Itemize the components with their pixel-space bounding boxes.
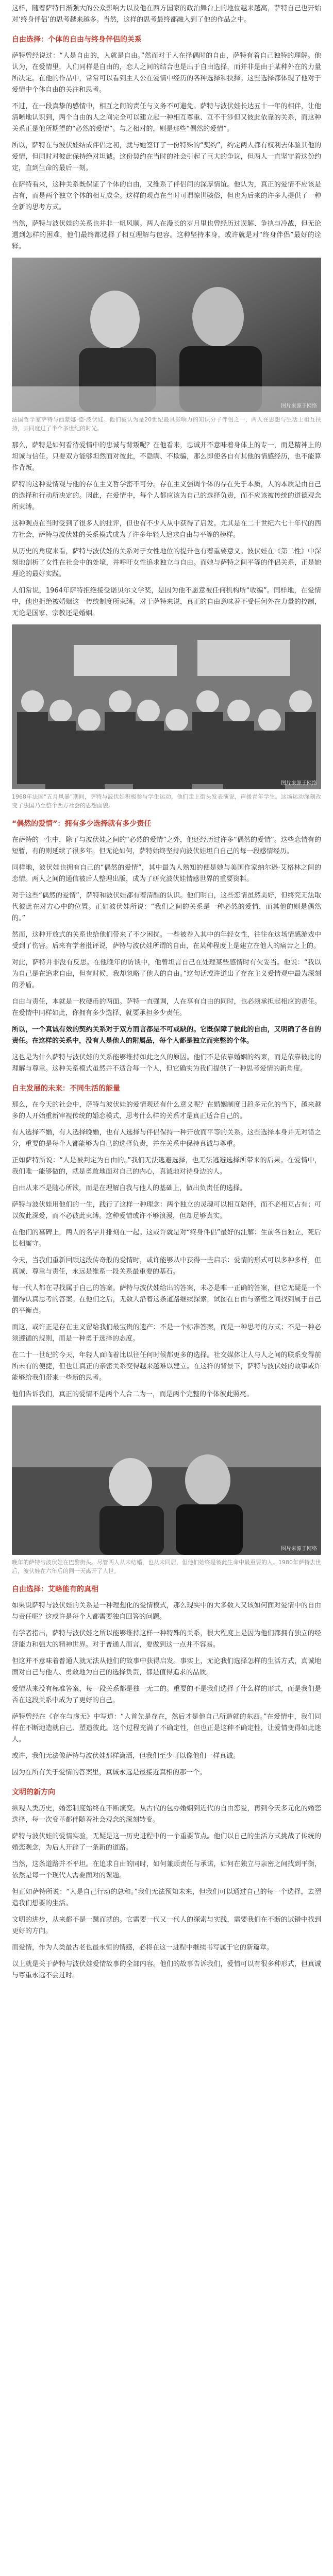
- paragraph: 萨特曾经说过：“人是自由的，人就是自由。”然而对于人在择偶时的自由，萨特有着自己独特的理解。他认为，在爱情里，人们同样是自由的，恋人之间的结合也是出于自由选择，而并非是由于某种外在的力量所决定。在他的作品中，常常可以看到主人公在爱情中经历的各种选择和抉择。这些选择都体现了他对于爱情中个体自由的关注和思考。: [12, 52, 321, 94]
- photo-caption: 晚年的萨特与波伏娃在巴黎街头。尽管两人从未结婚，也从未同居，但他们始终是彼此生命中最重要的人。1980年萨特去世后，波伏娃在六年后的同一天离开了人世。: [12, 1559, 321, 1574]
- paragraph: 从历史的角度来看，萨特与波伏娃的关系对于女性地位的提升也有着重要意义。波伏娃在《第二性》中深刻地剖析了女性在社会中的处境，并呼吁女性追求独立与自由。而她与萨特之间平等的伴侣关系，正是她理论的最好实践。: [12, 548, 321, 578]
- paragraph: 如果说萨特与波伏娃的关系是一种理想化的爱情模式，那么现实中的大多数人又该如何面对爱情中的自由与责任呢？这或许是每个人都需要独自回答的问题。: [12, 1602, 321, 1621]
- paragraph: 自由从来不是随心所欲，而是在理解自我与他人的基础上，做出负责任的选择。: [12, 1184, 247, 1192]
- paragraph: 今天，当我们重新回顾这段传奇般的爱情时，或许能够从中获得一些启示：爱情的形式可以多种多样，但真诚、尊重与责任，永远是维系一段关系最重要的基石。: [12, 1257, 321, 1276]
- paragraph: 每一代人都在寻找属于自己的答案。萨特与波伏娃给出的答案，未必是唯一正确的答案，但它无疑是一个值得认真思考的答案。在他们之后，无数人沿着这条道路继续探索，试图在自由与亲密之间找到属于自己的平衡点。: [12, 1284, 321, 1315]
- section-heading: 文明的新方向: [12, 1788, 55, 1797]
- paragraph: 在二十一世纪的今天，年轻人面临着比以往任何时候都更多的选择。社交媒体让人与人之间的联系变得前所未有的便捷，但也让真正的亲密关系变得越来越难以建立。在这样的背景下，萨特与波伏娃的故事或许能够给我们带来一些新的思考。: [12, 1351, 321, 1382]
- photo-couple-svg: [12, 258, 321, 412]
- paragraph: 因为在所有关于爱情的答案里，真诚永远是最接近真相的那一个。: [12, 1769, 207, 1776]
- section-heading: 自由选择：艾略能有的真相: [12, 1585, 98, 1594]
- paragraph: 所以，萨特在与波伏娃结成伴侣之初，就与她签订了一份特殊的“契约”，约定两人都有权利去体验其他的爱情，但同时对彼此保持绝对坦诚。这份契约在当时的社会引起了巨大的争议，但两人一直坚守着这份约定，直到生命的最后一刻。: [12, 142, 321, 172]
- paragraph: 在萨特看来，这种关系既保证了个体的自由，又维系了伴侣间的深厚情谊。他认为，真正的爱情不应该是占有，而是两个独立个体的相互成全。这样的观点在当时可谓惊世骇俗，但也为后来的许多人提供了一种全新的思考方式。: [12, 181, 321, 211]
- paragraph: 萨特曾经在《存在与虚无》中写道：“人首先是存在，然后才是他自己所造就的东西。”在爱情中，我们同样在不断地造就自己、塑造彼此。这个过程充满了不确定性，但也正是这种不确定性，让爱情变得如此迷人。: [12, 1713, 321, 1743]
- paragraph: 以上就是关于萨特与波伏娃爱情故事的全部内容。他们的故事告诉我们，爱情可以有很多种形式，但真诚与尊重永远不会过时。: [12, 1960, 321, 1979]
- pull-quote-paragraph: 所以，一个真诚有效的契约关系对于双方而言都是不可或缺的。它既保障了彼此的自由，又明确了各自的责任。在这样的关系中，没有人是他人的附属品，每个人都是独立而完整的个体。: [12, 1026, 321, 1045]
- paragraph: 然而，这种开放式的关系也给他们带来了不少困扰。一些被卷入其中的年轻女性，往往在这场情感游戏中受到了伤害。后来有学者批评说，萨特与波伏娃所谓的自由，在某种程度上是建立在他人的痛苦之上的。: [12, 931, 321, 950]
- photo-caption: 法国哲学家萨特与西蒙娜·德·波伏娃。他们被认为是20世纪最具影响力的知识分子伴侣之一，两人在思想与生活上相互扶持，共同度过了半个多世纪的时光。: [12, 416, 321, 432]
- paragraph: 人们常说，1964年萨特拒绝接受诺贝尔文学奖，是因为他不愿意被任何机构所“收编”。同样地，在爱情中，他也拒绝被婚姻这一传统制度所束缚。对于萨特来说，真正的自由意味着不受任何外在力量的控制，无论是国家、宗教还是婚姻。: [12, 587, 321, 617]
- paragraph: 当然，萨特与波伏娃的关系也并非一帆风顺。两人在漫长的岁月里也曾经历过误解、争执与冷战，但无论遇到怎样的困难，他们最终都选择了相互理解与包容。这种坚持本身，或许就是对“终身伴侣”最好的诠释。: [12, 220, 321, 250]
- paragraph: 爱情从来没有标准答案，每一段关系都是独一无二的。重要的不是我们选择了什么样的形式，而是我们是否在这段关系中成为了更好的自己。: [12, 1685, 321, 1704]
- photo-crowd-svg: [12, 624, 321, 789]
- paragraph: 对此，萨特并非没有反思。在他晚年的访谈中，他曾坦言自己在处理某些感情时有欠妥当。他说：“我以为自己是在追求自由，但有时候，我却忽略了他人的自由。”这句话或许道出了存在主义爱情观中最为深刻的矛盾。: [12, 959, 321, 989]
- paragraph: 而爱情，作为人类最古老也最永恒的情感，必将在这一进程中继续书写属于它的新篇章。: [12, 1944, 274, 1952]
- paragraph: 萨特与波伏娃用他们的一生，践行了这样一种理念：两个独立的灵魂可以相互陪伴，而不必相互占有；可以彼此深爱，而不必彼此束缚。这种爱情或许不够浪漫，但却足够真实。: [12, 1201, 321, 1220]
- paragraph: 对于这些“偶然的爱情”，萨特和波伏娃都有着清醒的认识。他们明白，这些恋情虽然美好，但终究无法取代彼此在对方心中的位置。正如波伏娃所说：“我们之间的关系是一种必然的爱情，而其他的则是偶然的。”: [12, 892, 321, 922]
- paragraph: 当然，这条道路并不平坦。在追求自由的同时，如何兼顾责任与承诺，如何在独立与亲密之间找到平衡，依然是每一个现代人需要面对的课题。: [12, 1860, 321, 1879]
- article-body: [12, 0, 321, 1981]
- paragraph: 或许，我们无法像萨特与波伏娃那样潇洒，但我们至少可以像他们一样真诚。: [12, 1752, 240, 1760]
- paragraph: 但正如萨特所说：“人是自己行动的总和。”我们无法预知未来，但我们可以通过自己的每一个选择，去塑造我们想要的生活。: [12, 1888, 321, 1907]
- paragraph: 这也是为什么萨特与波伏娃的关系能够维持如此之久的原因。他们不是依靠婚姻的约束，而是依靠彼此的理解与尊重。这种关系模式虽然并不适合每一个人，但它确实为我们提供了一种思考爱情的新角度。: [12, 1054, 321, 1073]
- photo-caption: 1968年法国“五月风暴”期间，萨特与波伏娃积极参与学生运动，他们走上街头发表演说，声援青年学生。这场运动深刻改变了法国乃至整个西方社会的思想面貌。: [12, 793, 321, 809]
- paragraph: 纵观人类历史，婚恋制度始终在不断演变。从古代的包办婚姻到近代的自由恋爱，再到今天多元化的婚恋选择，每一次变革都伴随着社会观念的深刻转变。: [12, 1805, 321, 1824]
- paragraph: 他们告诉我们，真正的爱情不是两个人合二为一，而是两个完整的个体彼此照亮。: [12, 1391, 254, 1398]
- paragraph: 萨特与波伏娃的爱情实验，无疑是这一历史进程中的一个重要节点。他们以自己的生活方式挑战了传统的婚恋观念，为后人开辟了一条新的道路。: [12, 1833, 321, 1852]
- paragraph: 在萨特的一生中，除了与波伏娃之间的“必然的爱情”之外，他还经历过许多“偶然的爱情”。这些恋情有的短暂，有的则延续了很多年。但无论如何，萨特始终坚持向波伏娃坦白自己的每一段感情经历。: [12, 836, 321, 855]
- photo-street-svg: [12, 1405, 321, 1555]
- section-heading: 自主发展的未来：不同生活的能量: [12, 1084, 120, 1093]
- paragraph: 有学者指出，萨特与波伏娃之所以能够维持这样一种特殊的关系，很大程度上是因为他们都拥有独立的经济能力和强大的精神世界。对于普通人而言，要做到这一点并不容易。: [12, 1630, 321, 1649]
- paragraph: 文明的进步，从来都不是一蹴而就的。它需要一代又一代人的探索与实践，需要我们在不断的试错中找到更好的方向。: [12, 1916, 321, 1935]
- article-photo-crowd: [12, 624, 321, 789]
- photo-watermark: 图片来源于网络: [281, 403, 317, 409]
- paragraph: 在他们的墓碑上，两人的名字并排刻在一起。这或许就是对“终身伴侣”最好的注解：生前各自独立，死后长相厮守。: [12, 1229, 321, 1248]
- paragraph: 萨特的这种爱情观与他的存在主义哲学密不可分。存在主义强调个体的存在先于本质，人的本质是由自己的选择和行动所决定的。因此，在爱情中，每个人都应该为自己的选择负责，而不应该被传统的道德观念所束缚。: [12, 481, 321, 511]
- paragraph: 这种观点在当时受到了很多人的批评，但也有不少人从中获得了启发。尤其是在二十世纪六七十年代的西方社会，萨特与波伏娃的关系模式成为了许多年轻人追求自由与平等的榜样。: [12, 520, 321, 539]
- paragraph: 但这并不意味着普通人就无法从他们的故事中获得启发。事实上，无论我们选择怎样的生活方式，真诚地面对自己与他人、勇敢地为自己的选择负责，都是值得追求的品质。: [12, 1657, 321, 1676]
- section-heading: 自由选择：个体的自由与终身伴侣的关系: [12, 36, 142, 44]
- paragraph: 那么，在今天的社会中，萨特与波伏娃的爱情观还有什么意义呢？在婚姻制度日趋多元化的当下，越来越多的人开始重新审视传统的婚恋模式，思考什么样的关系才是真正适合自己的。: [12, 1101, 321, 1120]
- paragraph: 同样地，波伏娃也拥有自己的“偶然的爱情”，其中最为人熟知的便是她与美国作家纳尔逊·艾格林之间的恋情。两人之间的通信被后人整理出版，成为了研究波伏娃情感世界的重要资料。: [12, 864, 321, 883]
- paragraph: 不过，在一段真挚的感情中，相互之间的责任与义务不可避免。萨特与波伏娃长达五十一年的相伴，让他清晰地认识到，两个自由的人之间完全可以建立起一种相互尊重、互不干涉但又彼此依靠的关系，而这种关系正是他所期望的“必然的爱情”。与之相对的，则是那些“偶然的爱情”。: [12, 103, 321, 133]
- article-photo-couple: [12, 258, 321, 412]
- paragraph: 有人选择不婚，有人选择晚婚，也有人选择与伴侣保持一种开放而平等的关系。这些选择本身并无对错之分，重要的是每个人都能够为自己的选择负责，并在关系中保持真诚与尊重。: [12, 1129, 321, 1148]
- paragraph: 自由与责任，本就是一枚硬币的两面。萨特一直强调，人在享有自由的同时，也必须承担起相应的责任。在爱情中同样如此，你拥有多少选择，就要承担多少责任。: [12, 998, 321, 1017]
- section-heading: “偶然的爱情”：拥有多少选择就有多少责任: [12, 820, 152, 828]
- paragraph: 这样，随着萨特日渐强大的公众影响力以及他在西方国家的政治舞台上的地位越来越高，萨特自己也开始对‘终身伴侣’的思考越来越多。当然，这样的思考最终都融入到了他的作品之中。: [12, 5, 321, 24]
- photo-watermark: 图片来源于网络: [281, 781, 317, 786]
- photo-watermark: 图片来源于网络: [281, 1546, 317, 1552]
- paragraph: 正如萨特所说：“人是被判定为自由的。”我们无法逃避选择，也无法逃避选择所带来的后果。在爱情中，我们唯一能够做的，就是勇敢地面对自己的内心，真诚地对待身边的人。: [12, 1157, 321, 1176]
- paragraph: 而这，或许正是存在主义留给我们最宝贵的遗产：不是一个标准答案，而是一种思考的方式；不是一种必须遵循的规则，而是一种勇于选择的态度。: [12, 1324, 321, 1343]
- article-photo-street: [12, 1405, 321, 1555]
- paragraph: 那么，萨特是如何看待爱情中的忠诚与背叛呢？在他看来，忠诚并不意味着身体上的专一，而是精神上的坦诚与信任。只要双方能够坦然面对彼此，不隐瞒、不欺骗，那么即使各自有其他的情感经历，也不能算作背叛。: [12, 442, 321, 472]
